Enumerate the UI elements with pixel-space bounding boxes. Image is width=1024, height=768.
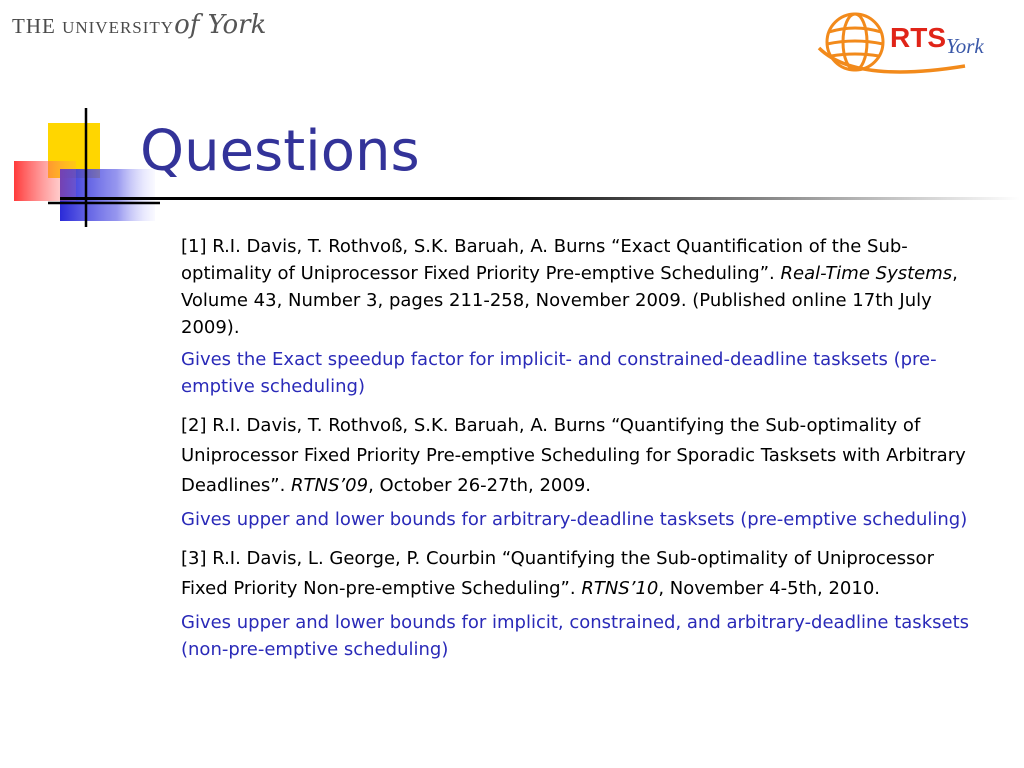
reference-note-2: Gives upper and lower bounds for arbitrary-deadline tasksets (pre-emptive scheduling) bbox=[181, 509, 968, 530]
reference-2 bbox=[181, 411, 971, 501]
reference-3 bbox=[181, 544, 971, 604]
logo-the: THE bbox=[12, 14, 56, 38]
slide-title: Questions bbox=[140, 119, 420, 184]
reference-venue: RTNS’10 bbox=[581, 578, 659, 599]
york-logo-text: York bbox=[946, 34, 984, 58]
reference-text: [1] R.I. Davis, T. Rothvoß, S.K. Baruah, A. Burns “Exact Quantification of the Sub-optimality of Uniprocessor Fixed Priority Pre-emptive Scheduling”. bbox=[181, 236, 908, 284]
logo-of-york: of York bbox=[174, 10, 267, 40]
logo-university: UNIVERSITY bbox=[62, 18, 175, 37]
decorative-squares bbox=[0, 105, 160, 230]
reference-details: , October 26-27th, 2009. bbox=[368, 475, 592, 496]
reference-details: , Volume 43, Number 3, pages 211-258, November 2009. (Published online 17th July 2009). bbox=[181, 263, 958, 338]
reference-text: [2] R.I. Davis, T. Rothvoß, S.K. Baruah, A. Burns “Quantifying the Sub-optimality of Uniprocessor Fixed Priority Pre-emptive Scheduling for Sporadic Tasksets with Arbitrary Deadlines”. bbox=[181, 415, 966, 496]
university-of-york-logo bbox=[12, 10, 266, 40]
reference-text: [3] R.I. Davis, L. George, P. Courbin “Quantifying the Sub-optimality of Uniprocessor Fixed Priority Non-pre-emptive Scheduling”. bbox=[181, 548, 934, 599]
reference-1 bbox=[181, 233, 971, 341]
reference-venue: RTNS’09 bbox=[291, 475, 369, 496]
reference-list bbox=[181, 233, 971, 663]
reference-venue: Real-Time Systems bbox=[780, 263, 953, 284]
reference-note-3: Gives upper and lower bounds for implicit, constrained, and arbitrary-deadline tasksets (non-pre-emptive scheduling) bbox=[181, 612, 970, 660]
title-divider bbox=[60, 197, 1020, 200]
reference-details: , November 4-5th, 2010. bbox=[658, 578, 881, 599]
reference-note-1: Gives the Exact speedup factor for implicit- and constrained-deadline tasksets (pre-emptive scheduling) bbox=[181, 349, 937, 397]
rts-logo-text: RTS bbox=[890, 22, 946, 53]
